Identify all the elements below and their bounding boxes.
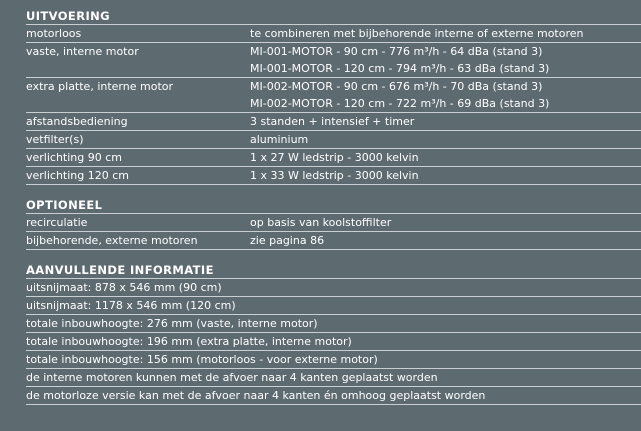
table-row bbox=[26, 113, 641, 131]
table-row bbox=[26, 167, 641, 185]
row-value: MI-001-MOTOR - 120 cm - 794 m³/h - 63 dBa (stand 3) bbox=[250, 62, 550, 75]
section-title-aanvullend: AANVULLENDE INFORMATIE bbox=[26, 263, 214, 277]
optioneel-table bbox=[0, 214, 641, 250]
info-line: totale inbouwhoogte: 156 mm (motorloos - voor externe motor) bbox=[26, 353, 378, 366]
row-label: vaste, interne motor bbox=[26, 45, 139, 58]
row-value: MI-002-MOTOR - 90 cm - 676 m³/h - 70 dBa (stand 3) bbox=[250, 80, 543, 93]
info-line: uitsnijmaat: 878 x 546 mm (90 cm) bbox=[26, 281, 222, 294]
section-aanvullend bbox=[0, 262, 641, 405]
row-value: te combineren met bijbehorende interne of externe motoren bbox=[250, 27, 584, 40]
table-row bbox=[26, 214, 641, 232]
row-label: verlichting 90 cm bbox=[26, 151, 123, 164]
table-row bbox=[26, 25, 641, 43]
row-label: afstandsbediening bbox=[26, 115, 128, 128]
row-label: recirculatie bbox=[26, 216, 88, 229]
row-values bbox=[250, 232, 641, 249]
row-value: aluminium bbox=[250, 133, 309, 146]
row-values bbox=[250, 167, 641, 184]
list-item bbox=[26, 333, 641, 351]
section-title-uitvoering: UITVOERING bbox=[26, 9, 110, 23]
section-uitvoering bbox=[0, 8, 641, 185]
section-title-optioneel: OPTIONEEL bbox=[26, 198, 103, 212]
info-line: totale inbouwhoogte: 276 mm (vaste, interne motor) bbox=[26, 317, 318, 330]
row-values bbox=[250, 149, 641, 166]
uitvoering-table bbox=[0, 25, 641, 185]
section-optioneel bbox=[0, 197, 641, 250]
list-item bbox=[26, 297, 641, 315]
row-value: op basis van koolstoffilter bbox=[250, 216, 392, 229]
row-value: MI-001-MOTOR - 90 cm - 776 m³/h - 64 dBa (stand 3) bbox=[250, 45, 543, 58]
info-line: de motorloze versie kan met de afvoer naar 4 kanten én omhoog geplaatst worden bbox=[26, 389, 486, 402]
list-item bbox=[26, 315, 641, 333]
row-value: 1 x 33 W ledstrip - 3000 kelvin bbox=[250, 169, 419, 182]
row-values bbox=[250, 113, 641, 130]
row-label: bijbehorende, externe motoren bbox=[26, 234, 198, 247]
row-value: 3 standen + intensief + timer bbox=[250, 115, 415, 128]
info-line: totale inbouwhoogte: 196 mm (extra platte, interne motor) bbox=[26, 335, 352, 348]
row-values bbox=[250, 214, 641, 231]
list-item bbox=[26, 279, 641, 297]
row-value: 1 x 27 W ledstrip - 3000 kelvin bbox=[250, 151, 419, 164]
list-item bbox=[26, 387, 641, 405]
row-values bbox=[250, 43, 641, 77]
row-values bbox=[250, 131, 641, 148]
table-row bbox=[26, 131, 641, 149]
row-label: motorloos bbox=[26, 27, 82, 40]
table-row bbox=[26, 149, 641, 167]
row-label: extra platte, interne motor bbox=[26, 80, 174, 93]
table-row bbox=[26, 43, 641, 78]
row-label: vetfilter(s) bbox=[26, 133, 84, 146]
table-row bbox=[26, 232, 641, 250]
row-label: verlichting 120 cm bbox=[26, 169, 130, 182]
row-values bbox=[250, 25, 641, 42]
aanvullend-list bbox=[0, 279, 641, 405]
list-item bbox=[26, 369, 641, 387]
table-row bbox=[26, 78, 641, 113]
info-line: de interne motoren kunnen met de afvoer naar 4 kanten geplaatst worden bbox=[26, 371, 438, 384]
info-line: uitsnijmaat: 1178 x 546 mm (120 cm) bbox=[26, 299, 236, 312]
row-value: zie pagina 86 bbox=[250, 234, 325, 247]
row-values bbox=[250, 78, 641, 112]
row-value: MI-002-MOTOR - 120 cm - 722 m³/h - 69 dBa (stand 3) bbox=[250, 97, 550, 110]
list-item bbox=[26, 351, 641, 369]
